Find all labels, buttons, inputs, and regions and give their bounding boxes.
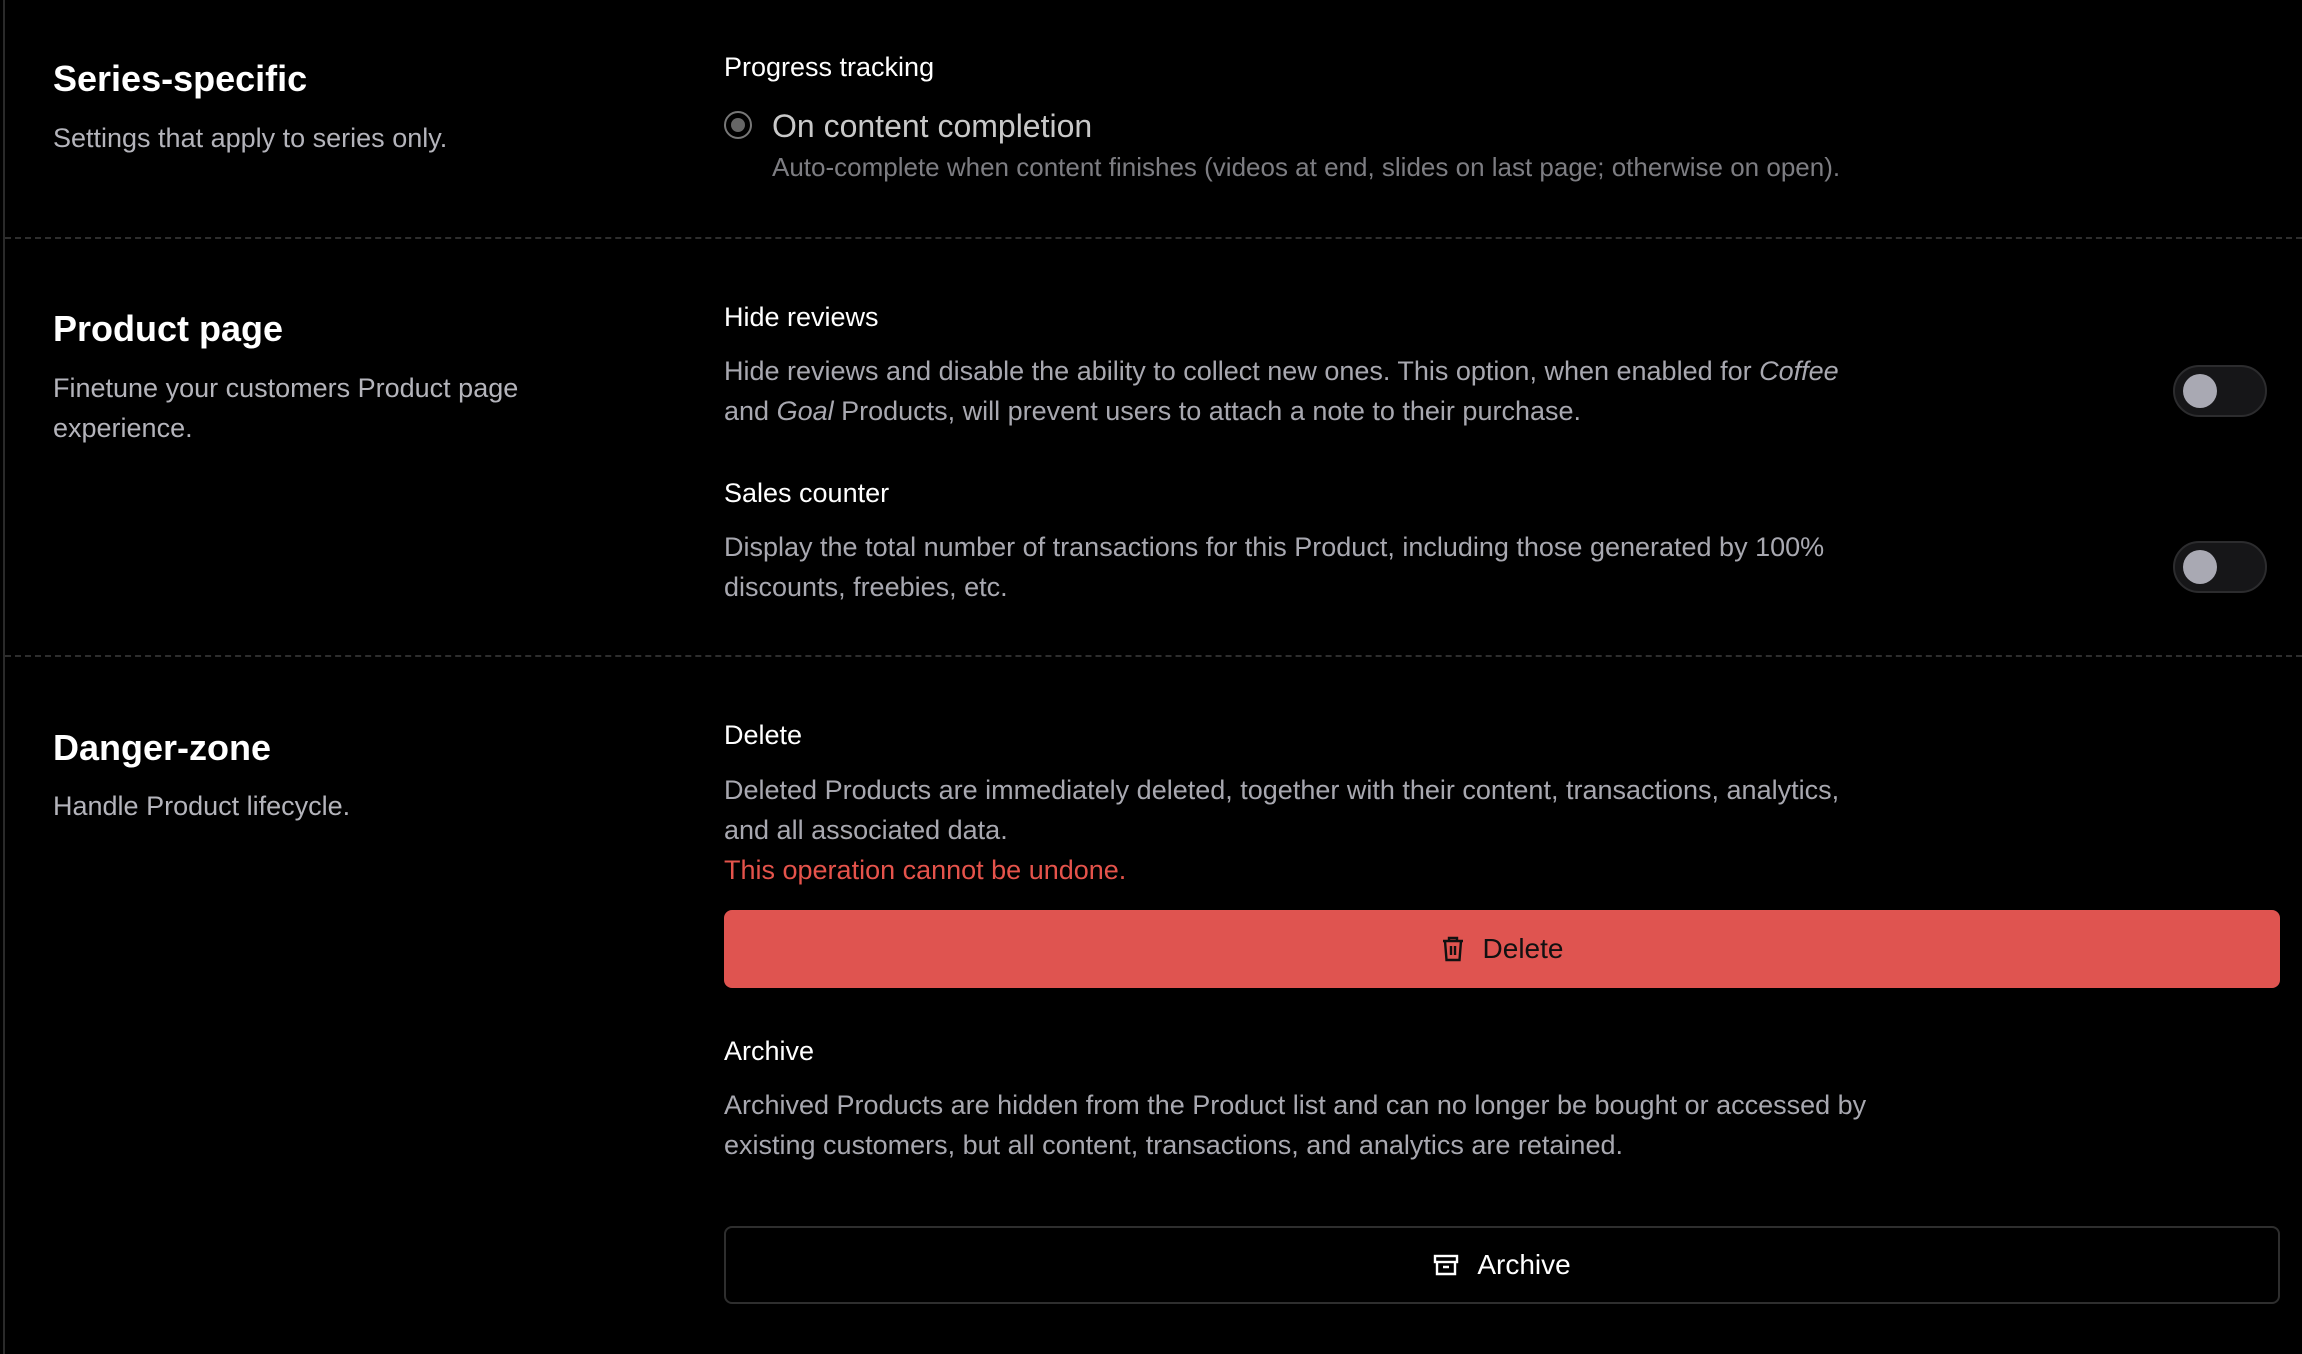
product-page-section-title: Product page xyxy=(53,308,284,349)
series-section-description: Settings that apply to series only. xyxy=(53,123,448,153)
sales-counter-toggle[interactable] xyxy=(2173,541,2267,593)
archive-button[interactable] xyxy=(724,1226,2280,1304)
toggle-knob xyxy=(2183,550,2217,584)
trash-icon xyxy=(1441,936,1465,962)
section-divider xyxy=(5,655,2302,657)
text: Products, will prevent users to attach a note to their purchase. xyxy=(833,396,1582,426)
coffee-emphasis: Coffee xyxy=(1759,356,1839,386)
progress-tracking-label: Progress tracking xyxy=(724,52,935,82)
delete-button-label: Delete xyxy=(1482,933,1564,964)
left-border xyxy=(3,0,5,1354)
hide-reviews-toggle[interactable] xyxy=(2173,365,2267,417)
sales-counter-label: Sales counter xyxy=(724,478,890,508)
danger-zone-section-title: Danger-zone xyxy=(53,727,272,768)
text: Hide reviews and disable the ability to collect new ones. This option, when enabled for xyxy=(724,356,1760,386)
hide-reviews-label: Hide reviews xyxy=(724,302,879,332)
delete-description-text: Deleted Products are immediately deleted, together with their content, transactions, analytics, and all associated data. xyxy=(724,775,1840,845)
archive-button-label: Archive xyxy=(1477,1249,1571,1280)
text: and xyxy=(724,396,777,426)
hide-reviews-description xyxy=(724,351,1874,431)
delete-label: Delete xyxy=(724,720,803,750)
sales-counter-description: Display the total number of transactions for this Product, including those generated by 100% discounts, freebies, etc. xyxy=(724,532,1825,602)
on-content-completion-description: Auto-complete when content finishes (videos at end, slides on last page; otherwise on open). xyxy=(772,152,1841,182)
on-content-completion-label[interactable]: On content completion xyxy=(772,108,1093,144)
goal-emphasis: Goal xyxy=(776,396,834,426)
delete-description xyxy=(724,770,1874,890)
product-page-section-description: Finetune your customers Product page experience. xyxy=(53,373,519,443)
archive-label: Archive xyxy=(724,1036,815,1066)
delete-button[interactable] xyxy=(724,910,2280,988)
series-section-title: Series-specific xyxy=(53,58,308,99)
section-divider xyxy=(5,237,2302,239)
toggle-knob xyxy=(2183,374,2217,408)
archive-box-icon xyxy=(1433,1254,1459,1276)
archive-description: Archived Products are hidden from the Product list and can no longer be bought or accessed by existing customers, but all content, transactions, and analytics are retained. xyxy=(724,1090,1867,1160)
danger-zone-section-description: Handle Product lifecycle. xyxy=(53,791,351,821)
delete-warning: This operation cannot be undone. xyxy=(724,855,1127,885)
on-content-completion-radio[interactable] xyxy=(724,111,752,139)
radio-dot xyxy=(731,118,745,132)
